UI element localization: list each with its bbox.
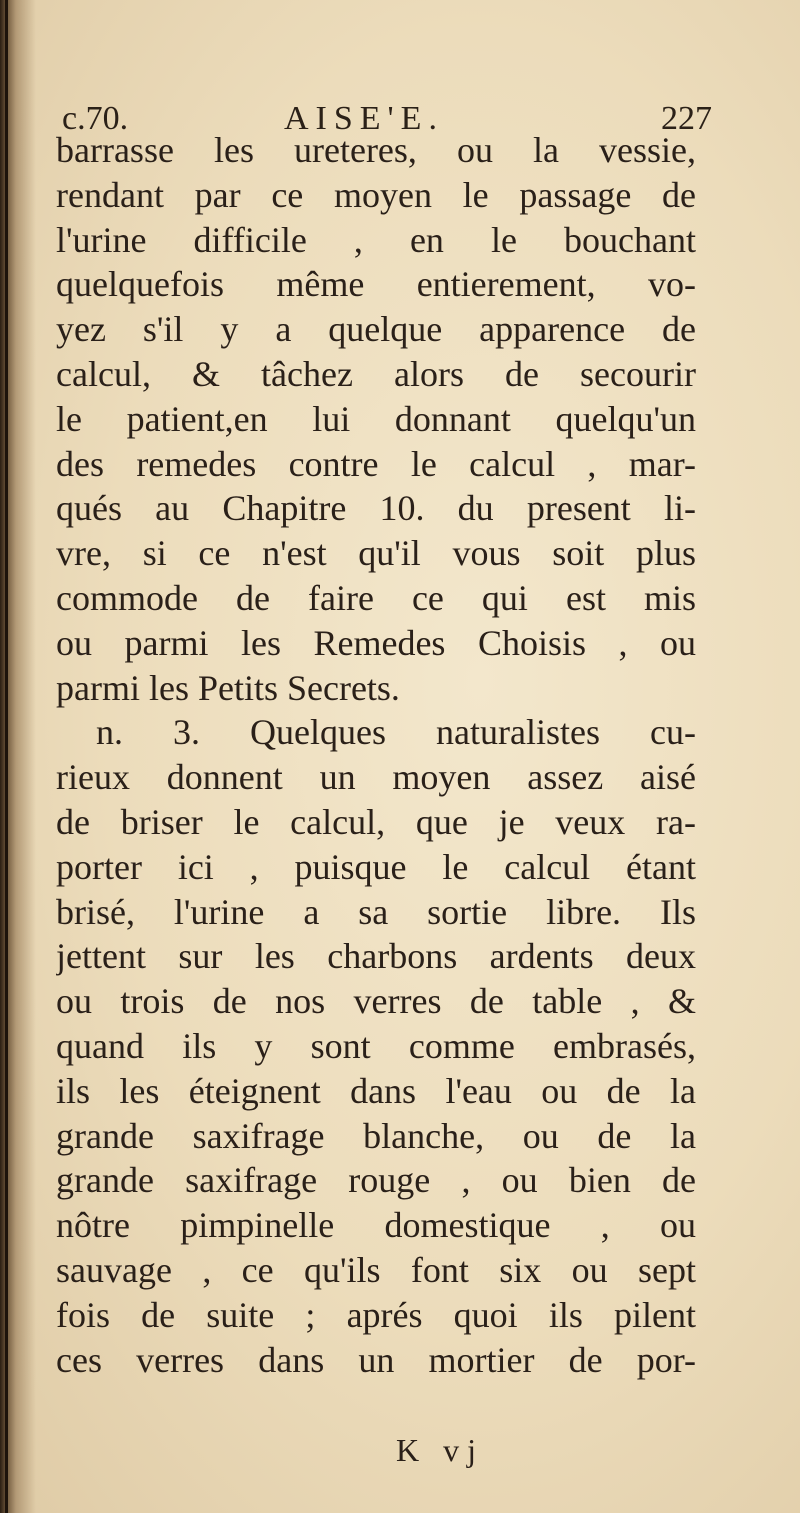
text-line: barrasse les ureteres, ou la vessie, xyxy=(56,130,696,170)
text-line: grande saxifrage rouge , ou bien de xyxy=(56,1160,696,1201)
text-line: parmi les Petits Secrets. xyxy=(56,667,400,708)
text-line: calcul, & tâchez alors de secourir xyxy=(56,353,696,394)
text-line: quelquefois même entierement, vo- xyxy=(56,264,696,305)
text-line: rieux donnent un moyen assez aisé xyxy=(56,757,696,798)
text-line: quand ils y sont comme embrasés, xyxy=(56,1025,696,1066)
text-line: commode de faire ce qui est mis xyxy=(56,577,696,618)
body-text xyxy=(56,128,696,1382)
text-line: l'urine difficile , en le bouchant xyxy=(56,219,696,260)
page-number: 227 xyxy=(661,100,712,137)
text-line: fois de suite ; aprés quoi ils pilent xyxy=(56,1294,696,1335)
text-line: brisé, l'urine a sa sortie libre. Ils xyxy=(56,891,696,932)
section-reference: c.70. xyxy=(62,100,129,137)
text-line: porter ici , puisque le calcul étant xyxy=(56,846,696,887)
text-line: rendant par ce moyen le passage de xyxy=(56,174,696,215)
text-line: yez s'il y a quelque apparence de xyxy=(56,309,696,350)
text-line: jettent sur les charbons ardents deux xyxy=(56,936,696,977)
paragraph-start-line: n. 3. Quelques naturalistes cu- xyxy=(96,712,696,753)
text-line: grande saxifrage blanche, ou de la xyxy=(56,1115,696,1156)
text-line: ou parmi les Remedes Choisis , ou xyxy=(56,622,696,663)
text-line: ou trois de nos verres de table , & xyxy=(56,981,696,1022)
text-line: des remedes contre le calcul , mar- xyxy=(56,443,696,484)
catchword-signature: K vj xyxy=(396,1432,484,1468)
text-line: qués au Chapitre 10. du present li- xyxy=(56,488,696,529)
text-line: le patient,en lui donnant quelqu'un xyxy=(56,398,696,439)
text-line: sauvage , ce qu'ils font six ou sept xyxy=(56,1249,696,1290)
text-line: de briser le calcul, que je veux ra- xyxy=(56,801,696,842)
gutter-edge xyxy=(5,0,8,1513)
page-title: AISE'E. xyxy=(284,100,444,137)
text-line: ces verres dans un mortier de por- xyxy=(56,1339,696,1380)
text-line: vre, si ce n'est qu'il vous soit plus xyxy=(56,533,696,574)
text-line: nôtre pimpinelle domestique , ou xyxy=(56,1205,696,1246)
text-line: ils les éteignent dans l'eau ou de la xyxy=(56,1070,696,1111)
